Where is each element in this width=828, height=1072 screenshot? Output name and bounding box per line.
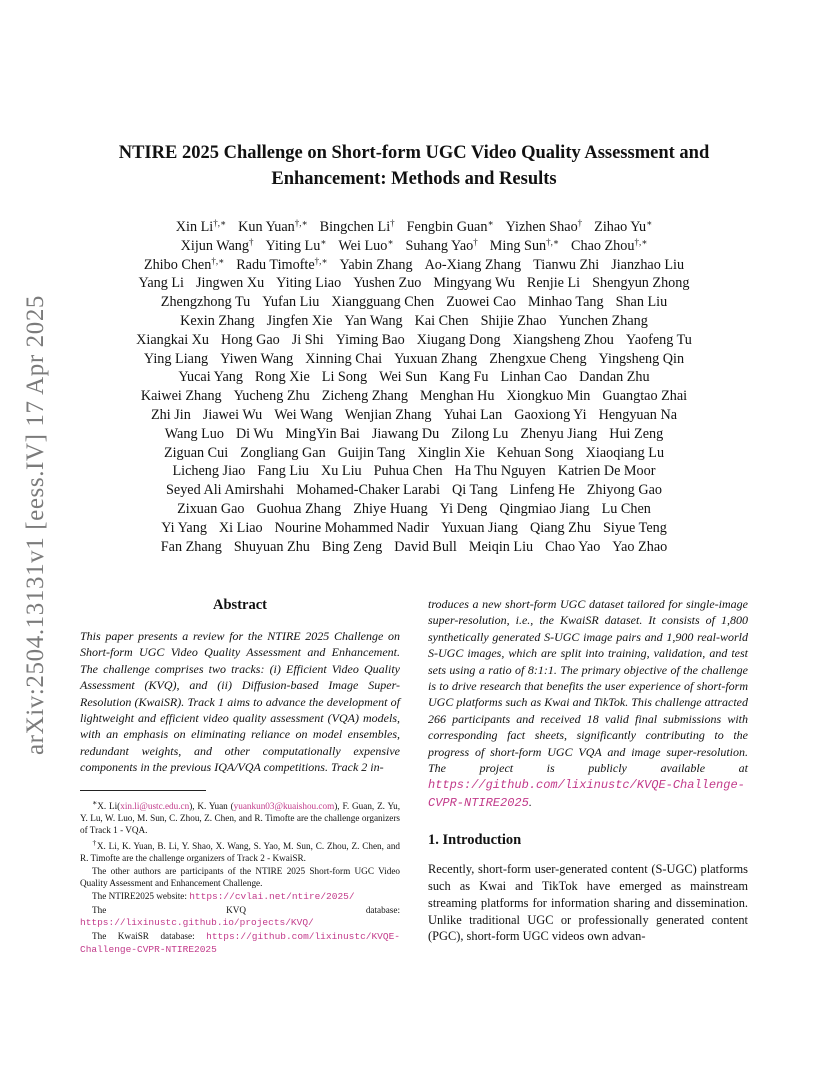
author-name-text: Yiming Bao xyxy=(335,331,405,348)
author-row xyxy=(78,406,750,425)
author-name xyxy=(425,257,522,273)
affiliation-mark: † xyxy=(390,218,395,228)
author-name-text: Ji Shi xyxy=(291,331,324,348)
author-row xyxy=(78,274,750,293)
author-name xyxy=(372,426,439,442)
author-name xyxy=(338,238,393,254)
author-name xyxy=(166,482,284,498)
affiliation-mark: † xyxy=(473,236,478,247)
footnote-mark-dagger: † xyxy=(92,837,97,847)
author-name-text: Meiqin Liu xyxy=(468,538,534,555)
author-name xyxy=(452,482,498,498)
author-name-text: Dandan Zhu xyxy=(579,369,650,386)
author-name xyxy=(161,294,250,310)
affiliation-mark: †,∗ xyxy=(314,255,328,266)
author-name-text: Yuhai Lan xyxy=(443,406,503,423)
author-name-text: Yi Deng xyxy=(439,500,488,517)
author-name-text: Kexin Zhang xyxy=(180,312,255,329)
author-name-text: Shuyuan Zhu xyxy=(233,538,310,555)
author-name-text: Xiugang Dong xyxy=(416,331,501,348)
author-name-text: Fang Liu xyxy=(257,463,310,480)
author-name xyxy=(603,520,667,536)
author-name xyxy=(322,539,382,555)
author-name-text: Seyed Ali Amirshahi xyxy=(166,482,285,499)
author-name xyxy=(276,275,341,291)
author-name-text: Renjie Li xyxy=(526,275,581,292)
author-name-text: Yucai Yang xyxy=(178,369,243,386)
author-name-text: Zongliang Gan xyxy=(240,444,326,461)
author-name xyxy=(176,219,226,235)
author-name-text: Siyue Teng xyxy=(603,519,667,536)
abstract-heading: Abstract xyxy=(213,597,267,613)
footnote-rule xyxy=(80,790,206,791)
author-name xyxy=(602,501,651,517)
author-name xyxy=(136,332,209,348)
author-name-text: Zihao Yu xyxy=(594,219,647,235)
author-name-text: Zhenyu Jiang xyxy=(520,425,598,442)
author-row xyxy=(78,387,750,406)
author-name xyxy=(616,294,668,310)
author-name xyxy=(292,332,324,348)
author-name-text: Licheng Jiao xyxy=(172,463,246,480)
author-name xyxy=(161,539,222,555)
author-name xyxy=(267,313,333,329)
author-name xyxy=(490,238,559,254)
author-name-text: Yuxuan Jiang xyxy=(441,519,518,536)
author-row xyxy=(78,350,750,369)
github-project-link[interactable]: https://github.com/lixinustc/KVQE-Challenge-CVPR-NTIRE2025 xyxy=(428,778,745,810)
author-name xyxy=(446,294,516,310)
author-name-text: Gaoxiong Yi xyxy=(514,406,587,423)
author-name xyxy=(353,501,427,517)
author-name-text: Wei Wang xyxy=(274,406,333,423)
author-name xyxy=(499,501,589,517)
author-name-text: Xinglin Xie xyxy=(417,444,485,461)
author-name-text: Ha Thu Nguyen xyxy=(454,463,546,480)
author-name xyxy=(338,445,406,461)
author-name xyxy=(320,219,395,235)
author-name xyxy=(417,332,501,348)
author-name xyxy=(405,238,477,254)
author-name xyxy=(336,332,405,348)
affiliation-mark: ∗ xyxy=(387,236,394,247)
author-name-text: Xu Liu xyxy=(321,463,362,480)
email-link-kun-yuan[interactable]: yuankun03@kuaishou.com xyxy=(233,800,335,811)
footnote-participants: The other authors are participants of the NTIRE 2025 Short-form UGC Video Quality Assessment and Enhancement Challenge. xyxy=(80,865,400,888)
author-name-text: Zuowei Cao xyxy=(446,294,516,311)
author-name xyxy=(203,407,262,423)
author-name xyxy=(285,426,360,442)
author-name xyxy=(345,407,432,423)
author-name xyxy=(275,520,429,536)
author-name xyxy=(433,275,515,291)
author-row xyxy=(78,256,750,275)
author-name xyxy=(441,520,518,536)
author-name-text: Katrien De Moor xyxy=(557,463,656,480)
author-name xyxy=(340,257,413,273)
author-name-text: Yuxuan Zhang xyxy=(394,350,478,367)
author-name-text: Fan Zhang xyxy=(160,538,222,555)
author-name-text: Lu Chen xyxy=(601,500,651,517)
author-name-text: Zhiye Huang xyxy=(353,500,428,517)
author-name xyxy=(558,463,656,479)
author-row xyxy=(78,293,750,312)
author-name xyxy=(506,388,590,404)
introduction-text: Recently, short-form user-generated content (S-UGC) platforms such as Kwai and TikTok have emerged as mainstream streaming platforms for information sharing and dissemination. Unlike traditional UGC or professionally generated content (PGC), short-form UGC videos own advan- xyxy=(428,862,748,944)
author-name xyxy=(527,275,580,291)
author-name xyxy=(520,426,597,442)
author-name-text: Xinning Chai xyxy=(305,350,383,367)
author-name-text: Chao Zhou xyxy=(571,237,635,254)
author-name-text: Wenjian Zhang xyxy=(344,406,432,423)
author-list xyxy=(78,218,750,556)
author-name-text: Zhengxue Cheng xyxy=(489,350,587,367)
author-name-text: Yao Zhao xyxy=(612,538,668,555)
author-name-text: Wei Sun xyxy=(379,369,428,386)
author-name-text: Puhua Chen xyxy=(373,463,443,480)
author-name xyxy=(262,294,319,310)
affiliation-mark: †,∗ xyxy=(211,255,225,266)
author-name xyxy=(514,407,586,423)
author-name xyxy=(374,463,443,479)
author-name-text: Yingsheng Qin xyxy=(598,350,685,367)
author-name xyxy=(234,539,310,555)
affiliation-mark: ∗ xyxy=(487,218,494,228)
author-name-text: Yi Yang xyxy=(161,519,207,536)
author-name-text: Xiangsheng Zhou xyxy=(512,331,614,348)
footnote-mark-asterisk: ∗ xyxy=(92,797,98,807)
introduction-heading: 1. Introduction xyxy=(428,832,522,849)
author-name-text: Yabin Zhang xyxy=(339,256,413,273)
author-name-text: Yiting Lu xyxy=(265,237,321,254)
author-name xyxy=(599,351,685,367)
author-name xyxy=(533,257,599,273)
author-name-text: Zilong Lu xyxy=(451,425,509,442)
author-name xyxy=(331,294,434,310)
author-name-text: Ziguan Cui xyxy=(163,444,229,461)
author-name-text: Guangtao Zhai xyxy=(602,388,688,405)
author-name-text: Hui Zeng xyxy=(609,425,664,442)
author-name-text: Ying Liang xyxy=(143,350,209,367)
author-name xyxy=(497,445,574,461)
author-name-text: Yushen Zuo xyxy=(353,275,422,292)
author-name-text: Minhao Tang xyxy=(527,294,604,311)
author-name xyxy=(394,539,457,555)
author-name-text: Linfeng He xyxy=(509,482,575,499)
author-name xyxy=(455,463,546,479)
author-name-text: Xin Li xyxy=(175,219,214,235)
arxiv-identifier: arXiv:2504.13131v1 [eess.IV] 17 Apr 2025 xyxy=(22,294,49,756)
author-name-text: Hengyuan Na xyxy=(598,406,677,423)
author-name-text: Qiang Zhu xyxy=(529,519,592,536)
author-name xyxy=(594,219,652,235)
footnote-organizers-track2: †X. Li, K. Yuan, B. Li, Y. Shao, X. Wang, S. Yao, M. Sun, C. Zhou, Z. Chen, and R. Timofte are the challenge organizers of Track 2 - KwaiSR. xyxy=(80,837,401,863)
author-name xyxy=(322,369,367,385)
author-name-text: Rong Xie xyxy=(255,369,310,386)
right-column xyxy=(428,596,748,945)
author-name-text: Yiting Liao xyxy=(276,275,342,292)
author-name xyxy=(321,463,362,479)
author-name xyxy=(407,219,494,235)
author-name xyxy=(513,332,614,348)
author-row xyxy=(78,519,750,538)
author-name-text: Yucheng Zhu xyxy=(233,388,310,405)
author-name xyxy=(180,313,254,329)
author-name-text: Chao Yao xyxy=(545,538,601,555)
author-name-text: Di Wu xyxy=(235,425,274,442)
author-name-text: Qingmiao Jiang xyxy=(499,500,590,517)
author-name xyxy=(144,351,208,367)
left-column xyxy=(80,596,400,957)
author-name xyxy=(305,351,382,367)
footnote-organizers-track1: ∗X. Li(xin.li@ustc.edu.cn), K. Yuan (yuankun03@kuaishou.com), F. Guan, Z. Yu, Y. Lu, W. Luo, M. Sun, C. Zhou, Z. Chen, and R. Timofte are the challenge organizers of Track 1 - VQA. xyxy=(80,797,401,835)
author-name xyxy=(609,426,663,442)
author-name-text: Zhengzhong Tu xyxy=(160,294,251,311)
author-name xyxy=(599,407,677,423)
affiliation-mark: † xyxy=(249,236,254,247)
footnote-website: The NTIRE2025 website: https://cvlai.net/ntire/2025/ xyxy=(92,890,355,902)
author-name-text: Bing Zeng xyxy=(321,538,383,555)
author-name-text: Zhibo Chen xyxy=(143,256,212,273)
author-name xyxy=(602,388,687,404)
author-name-text: Zhiyong Gao xyxy=(586,482,662,499)
author-name xyxy=(161,520,207,536)
author-name-text: Yang Li xyxy=(138,275,184,292)
ntire-website-link[interactable]: https://cvlai.net/ntire/2025/ xyxy=(189,890,355,902)
affiliation-mark: ∗ xyxy=(320,236,327,247)
author-name xyxy=(353,275,421,291)
footnote-kwaisr-database: The KwaiSR database: https://github.com/lixinustc/KVQE-Challenge-CVPR-NTIRE2025 xyxy=(80,930,400,955)
author-name-text: Yunchen Zhang xyxy=(558,312,648,329)
author-name-text: Kun Yuan xyxy=(238,219,295,235)
author-name-text: Kai Chen xyxy=(414,312,469,329)
author-name xyxy=(611,257,684,273)
kvq-database-link[interactable]: https://lixinustc.github.io/projects/KVQ/ xyxy=(80,916,314,928)
author-name-text: Xiaoqiang Lu xyxy=(585,444,665,461)
author-name xyxy=(256,501,341,517)
author-name xyxy=(139,275,184,291)
author-name-text: Li Song xyxy=(321,369,368,386)
author-name xyxy=(451,426,508,442)
author-name xyxy=(238,219,308,235)
author-name xyxy=(481,313,547,329)
author-name-text: Mingyang Wu xyxy=(433,275,515,292)
author-name-text: Wei Luo xyxy=(338,237,388,254)
author-name-text: Shengyun Zhong xyxy=(592,275,690,292)
author-name xyxy=(178,369,243,385)
author-name-text: Radu Timofte xyxy=(236,256,315,273)
author-name-text: Fengbin Guan xyxy=(406,219,488,235)
author-name-text: Yaofeng Tu xyxy=(625,331,692,348)
author-name xyxy=(181,238,254,254)
author-name-text: Guohua Zhang xyxy=(256,500,342,517)
author-name-text: Zicheng Zhang xyxy=(321,388,408,405)
author-name xyxy=(165,426,224,442)
author-name-text: Ao-Xiang Zhang xyxy=(424,256,522,273)
author-name-text: David Bull xyxy=(394,538,457,555)
author-name xyxy=(571,238,647,254)
author-name-text: Kang Fu xyxy=(439,369,489,386)
author-name-text: Ming Sun xyxy=(489,237,547,254)
author-name xyxy=(528,294,604,310)
paper-title xyxy=(90,140,738,192)
author-name-text: Jiawang Du xyxy=(371,425,440,442)
author-name xyxy=(236,426,273,442)
author-name xyxy=(469,539,533,555)
author-name-text: Nourine Mohammed Nadir xyxy=(274,519,430,536)
author-name-text: Jianzhao Liu xyxy=(611,256,685,273)
author-name xyxy=(558,313,647,329)
author-row xyxy=(78,218,750,237)
affiliation-mark: †,∗ xyxy=(546,236,560,247)
author-row xyxy=(78,538,750,557)
author-row xyxy=(78,368,750,387)
author-name xyxy=(173,463,246,479)
author-name xyxy=(545,539,600,555)
author-name-text: Zhi Jin xyxy=(150,406,191,423)
author-name-text: Xiangkai Xu xyxy=(136,331,210,348)
author-name-text: Kehuan Song xyxy=(496,444,574,461)
author-name-text: Yiwen Wang xyxy=(220,350,294,367)
author-row xyxy=(78,312,750,331)
arxiv-sidebar-stamp xyxy=(8,290,64,760)
author-name xyxy=(236,257,327,273)
author-row xyxy=(78,462,750,481)
author-name-text: Kaiwei Zhang xyxy=(140,388,222,405)
author-name xyxy=(439,369,488,385)
author-name-text: Menghan Hu xyxy=(419,388,495,405)
author-name-text: Wang Luo xyxy=(164,425,224,442)
author-row xyxy=(78,444,750,463)
author-name-text: Jingwen Xu xyxy=(195,275,265,292)
author-row xyxy=(78,500,750,519)
author-name xyxy=(592,275,689,291)
author-row xyxy=(78,237,750,256)
author-name xyxy=(240,445,326,461)
author-name xyxy=(344,313,402,329)
author-name-text: Suhang Yao xyxy=(405,237,474,254)
author-name xyxy=(440,501,488,517)
author-name xyxy=(296,482,440,498)
author-name xyxy=(322,388,408,404)
author-name-text: Xiangguang Chen xyxy=(331,294,435,311)
affiliation-mark: †,∗ xyxy=(213,218,227,228)
author-name xyxy=(151,407,191,423)
author-name xyxy=(587,482,662,498)
abstract-text-right: troduces a new short-form UGC dataset tailored for single-image super-resolution, i.e., the KwaiSR dataset. It consists of 1,800 synthetically generated S-UGC image pairs and 1,900 real-world S-UGC images, which are split into training, validation, and test sets using a ratio of 8:1:1. The primary objective of the challenge is to drive research that benefits the user experience of short-form UGC platforms such as Kwai and TikTok. This challenge attracted 266 participants and received 18 valid final submissions with corresponding fact sheets, significantly contributing to the progress of short-form UGC VQA and image super-resolution. The project is publicly available at https://github.com/lixinustc/KVQE-Challenge-CVPR-NTIRE2025. xyxy=(428,597,748,810)
author-name xyxy=(164,445,228,461)
author-name xyxy=(274,407,333,423)
author-name xyxy=(234,388,310,404)
author-name xyxy=(612,539,667,555)
author-name xyxy=(141,388,222,404)
author-name xyxy=(626,332,692,348)
author-name-text: Mohamed-Chaker Larabi xyxy=(296,482,441,499)
author-name-text: Yizhen Shao xyxy=(505,219,578,235)
author-name xyxy=(579,369,650,385)
author-name-text: Xiongkuo Min xyxy=(506,388,591,405)
author-name xyxy=(221,332,280,348)
author-name-text: Hong Gao xyxy=(221,331,280,348)
author-name-text: Zixuan Gao xyxy=(177,500,245,517)
author-name-text: Jiawei Wu xyxy=(202,406,263,423)
author-row xyxy=(78,481,750,500)
author-name-text: Shan Liu xyxy=(615,294,668,311)
author-name-text: Linhan Cao xyxy=(500,369,568,386)
author-name xyxy=(394,351,477,367)
author-name-text: Qi Tang xyxy=(452,482,498,499)
author-name-text: Yufan Liu xyxy=(262,294,320,311)
kwaisr-database-link[interactable]: https://github.com/lixinustc/KVQE-Challenge-CVPR-NTIRE2025 xyxy=(80,930,400,955)
author-name-text: Xi Liao xyxy=(218,519,263,536)
abstract-text-left: This paper presents a review for the NTIRE 2025 Challenge on Short-form UGC Video Quality Assessment and Enhancement. The challenge comprises two tracks: (i) Efficient Video Quality Assessment (KVQ), and (ii) Diffusion-based Image Super-Resolution (KwaiSR). Track 1 aims to advance the development of lightweight and efficient video quality assessment (VQA) models, with an emphasis on eliminating reliance on model ensembles, redundant weights, and other computationally expensive components in the previous IQA/VQA competitions. Track 2 in- xyxy=(80,629,400,775)
author-name xyxy=(415,313,469,329)
author-name xyxy=(257,463,309,479)
author-name xyxy=(177,501,244,517)
title-line-1: NTIRE 2025 Challenge on Short-form UGC Video Quality Assessment and xyxy=(118,143,710,163)
author-name-text: Bingchen Li xyxy=(319,219,391,235)
author-name xyxy=(489,351,586,367)
author-name-text: Xijun Wang xyxy=(180,237,249,254)
author-name xyxy=(219,520,263,536)
author-name xyxy=(586,445,664,461)
author-name-text: MingYin Bai xyxy=(285,425,360,442)
author-name xyxy=(220,351,293,367)
author-name xyxy=(266,238,327,254)
author-name-text: Yan Wang xyxy=(344,312,403,329)
author-row xyxy=(78,425,750,444)
author-name xyxy=(530,520,591,536)
author-name xyxy=(196,275,264,291)
author-name-text: Tianwu Zhi xyxy=(533,256,600,273)
email-link-xin-li[interactable]: xin.li@ustc.edu.cn xyxy=(120,800,190,811)
author-name xyxy=(417,445,484,461)
author-name xyxy=(379,369,427,385)
affiliation-mark: †,∗ xyxy=(634,236,648,247)
author-name xyxy=(420,388,494,404)
author-name-text: Shijie Zhao xyxy=(480,312,547,329)
affiliation-mark: ∗ xyxy=(646,218,653,228)
author-name-text: Jingfen Xie xyxy=(266,312,333,329)
author-name xyxy=(255,369,310,385)
author-name xyxy=(144,257,224,273)
affiliation-mark: †,∗ xyxy=(294,218,308,228)
footnote-kvq-database: The KVQ database: https://lixinustc.github.io/projects/KVQ/ xyxy=(80,904,400,928)
author-name xyxy=(510,482,575,498)
title-line-2: Enhancement: Methods and Results xyxy=(271,169,557,189)
author-name-text: Guijin Tang xyxy=(337,444,406,461)
author-name xyxy=(501,369,568,385)
author-name xyxy=(506,219,583,235)
author-name xyxy=(444,407,503,423)
author-row xyxy=(78,331,750,350)
affiliation-mark: † xyxy=(577,218,583,228)
